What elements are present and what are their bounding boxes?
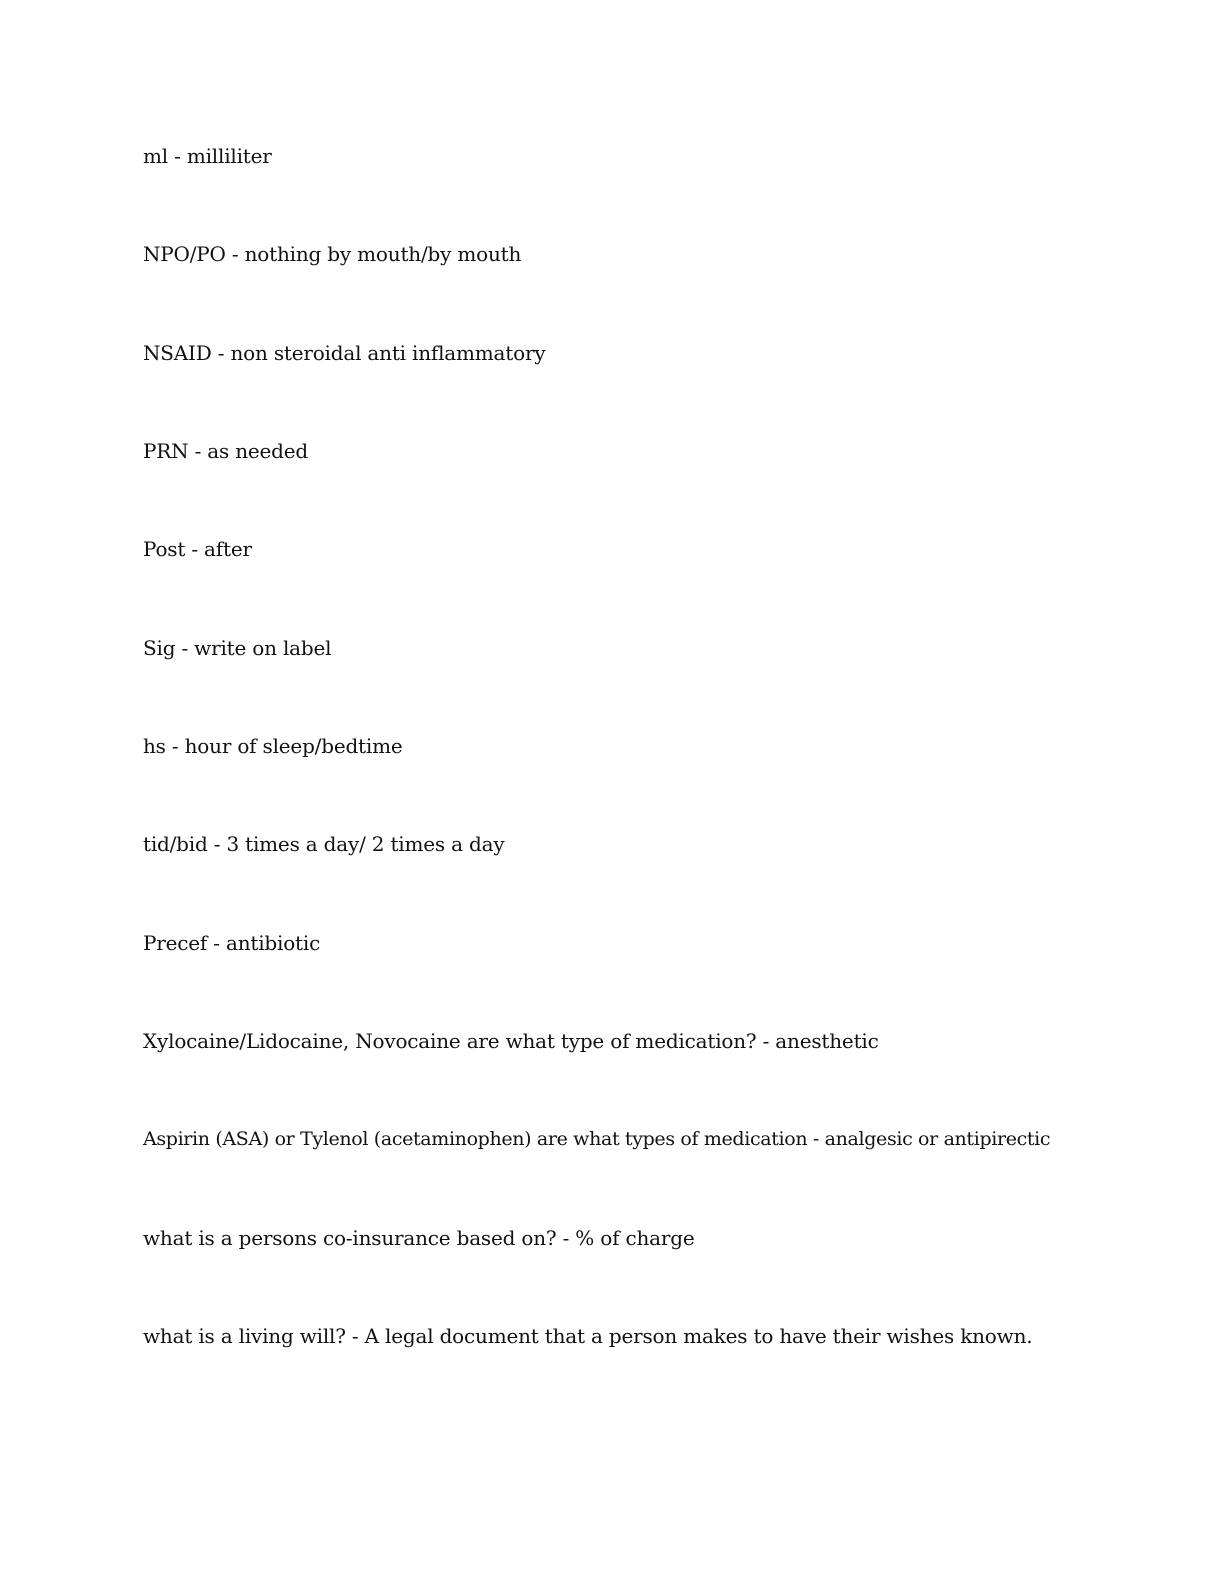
entry-hs: hs - hour of sleep/bedtime [143,734,403,758]
entry-sig: Sig - write on label [143,636,332,660]
entry-nsaid: NSAID - non steroidal anti inflammatory [143,341,546,365]
entry-npo-po: NPO/PO - nothing by mouth/by mouth [143,242,522,266]
entry-ml: ml - milliliter [143,144,272,168]
entry-co-insurance-question: what is a persons co-insurance based on? - % of charge [143,1226,695,1250]
entry-tid-bid: tid/bid - 3 times a day/ 2 times a day [143,832,505,856]
entry-post: Post - after [143,537,252,561]
entry-analgesic-question: Aspirin (ASA) or Tylenol (acetaminophen) are what types of medication - analgesic or antipirectic [143,1128,1051,1150]
entry-precef: Precef - antibiotic [143,931,321,955]
entry-living-will-question: what is a living will? - A legal document that a person makes to have their wishes known. [143,1324,1033,1348]
entry-prn: PRN - as needed [143,439,309,463]
entry-anesthetic-question: Xylocaine/Lidocaine, Novocaine are what type of medication? - anesthetic [143,1029,879,1053]
